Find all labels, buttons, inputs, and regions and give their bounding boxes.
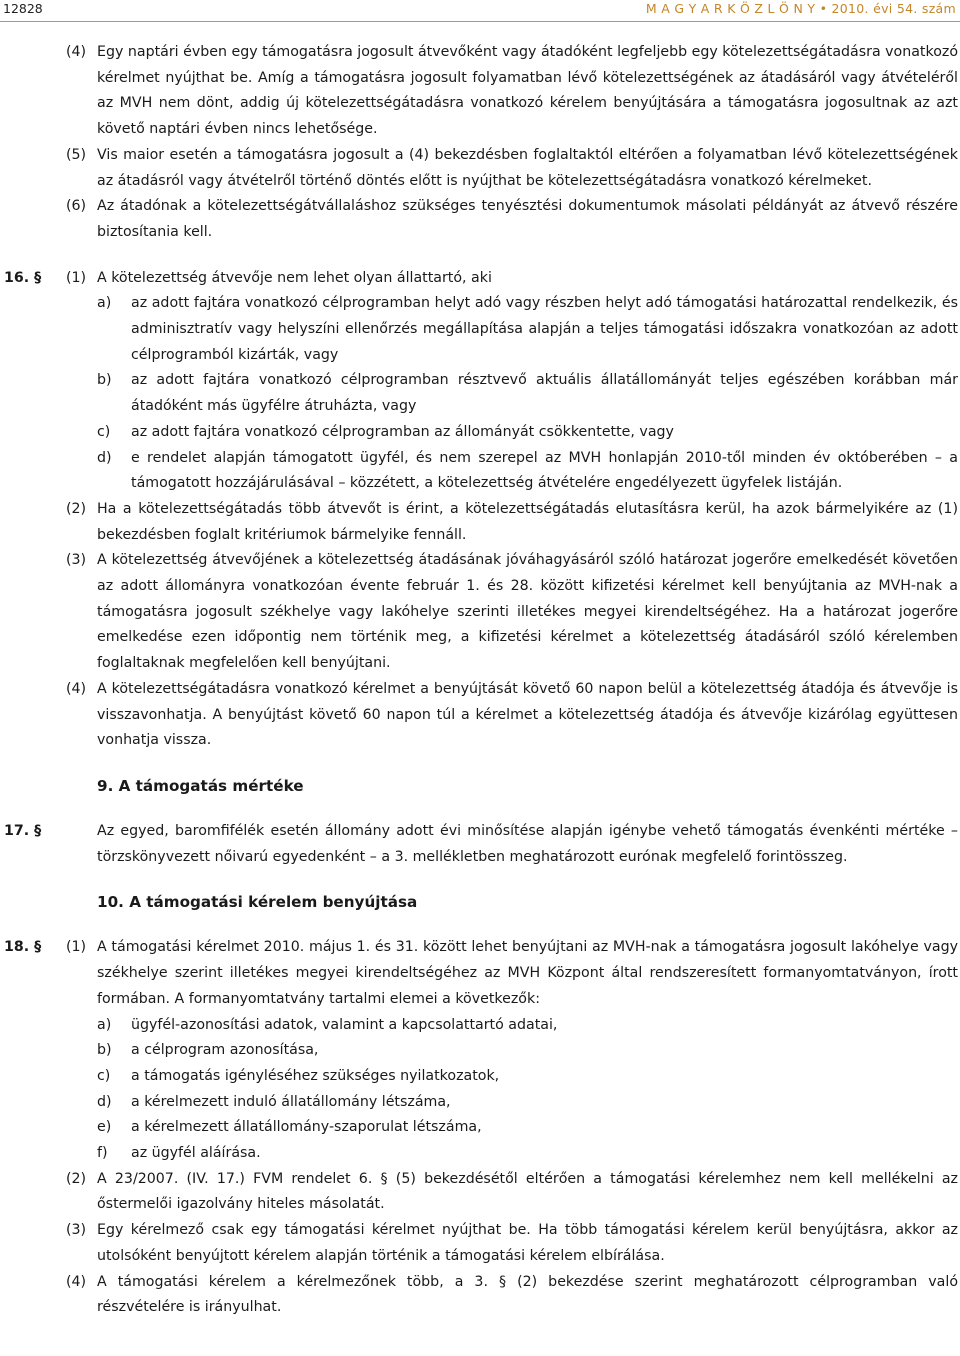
paragraph-number: (3) <box>66 1222 87 1239</box>
section-16-paragraph-4 <box>0 677 960 754</box>
paragraph-number: (1) <box>66 939 87 956</box>
paragraph-number: (4) <box>66 680 87 697</box>
list-item <box>0 420 960 446</box>
page-number: 12828 <box>3 1 43 16</box>
paragraph-text: A kötelezettség átvevőjének a kötelezettség átadásának jóváhagyásáról szóló határozat jogerőre emelkedését követően az adott állományra vonatkozóan évente február 1. és 28. között kifizetési kérelmet kell benyújtania az MVH-nak a támogatásra jogosult székhelye vagy lakóhelye szerinti illetékes megyei kirendeltségéhez. Ha a határozat jogerőre emelkedése ezen időpontig nem történik meg, a kifizetési kérelmet a kötelezettség átadásáról szóló kérelemben foglaltaknak megfelelően kell benyújtani. <box>97 552 958 672</box>
list-item <box>0 1115 960 1141</box>
list-item-label: b) <box>97 1042 112 1059</box>
section-18-paragraph-4 <box>0 1270 960 1321</box>
section-18 <box>0 935 960 1012</box>
list-item <box>0 1141 960 1167</box>
list-item-text: az adott fajtára vonatkozó célprogramban helyt adó vagy részben helyt adó támogatási határozattal rendelkezik, és adminisztratív vagy helyszíni ellenőrzés megállapítása alapján a teljes támogatási időszakra vonatkozóan az adott célprogramból kizárták, vagy <box>131 295 958 363</box>
paragraph-4 <box>0 40 960 143</box>
section-16 <box>0 266 960 292</box>
paragraph-text: Az egyed, baromfifélék esetén állomány adott évi minősítése alapján igénybe vehető támogatás évenkénti mértéke – törzskönyvezett nőivarú egyedenként – a 3. mellékletben meghatározott eurónak megfelelő forintösszeg. <box>97 822 958 865</box>
paragraph-number: (3) <box>66 552 87 569</box>
section-17 <box>0 819 960 870</box>
paragraph-text: Egy kérelmező csak egy támogatási kérelmet nyújthat be. Ha több támogatási kérelem kerül benyújtásra, akkor az utolsóként benyújtott kérelem alapján történik a támogatási kérelem elbírálása. <box>97 1222 958 1264</box>
list-item-text: az ügyfél aláírása. <box>131 1145 261 1162</box>
list-item-label: a) <box>97 1016 112 1033</box>
list-item <box>0 1013 960 1039</box>
header-rule <box>0 21 960 22</box>
list-item-label: d) <box>97 449 112 466</box>
paragraph-text: A kötelezettség átvevője nem lehet olyan állattartó, aki <box>97 269 492 286</box>
list-item-text: a célprogram azonosítása, <box>131 1042 319 1059</box>
paragraph-text: Vis maior esetén a támogatásra jogosult a (4) bekezdésben foglaltaktól eltérően a folyamatban lévő kötelezettségének az átadásról vagy átvételről történő döntés előtt is nyújthat be kötelezettségátadásra vonatkozó kérelmeket. <box>97 146 958 189</box>
section-number: 17. § <box>4 822 42 839</box>
paragraph-number: (4) <box>66 44 87 60</box>
paragraph-text: A támogatási kérelmet 2010. május 1. és 31. között lehet benyújtani az MVH-nak a támogatásra jogosult lakóhelye vagy székhelye szerint illetékes megyei kirendeltségéhez az MVH Központ által rendszeresített formanyomtatványon, írott formában. A formanyomtatvány tartalmi elemei a következők: <box>97 939 958 1007</box>
list-item-text: a kérelmezett induló állatállomány létszáma, <box>131 1093 451 1110</box>
paragraph-text: A támogatási kérelem a kérelmezőnek több, a 3. § (2) bekezdése szerint meghatározott célprogramban való részvételére is irányulhat. <box>97 1273 958 1316</box>
list-item-text: ügyfél-azonosítási adatok, valamint a kapcsolattartó adatai, <box>131 1016 558 1033</box>
section-16-paragraph-3 <box>0 548 960 677</box>
chapter-heading-10: 10. A támogatási kérelem benyújtása <box>97 893 418 912</box>
paragraph-number: (4) <box>66 1273 87 1290</box>
chapter-heading-9: 9. A támogatás mértéke <box>97 776 304 795</box>
paragraph-text: A 23/2007. (IV. 17.) FVM rendelet 6. § (5) bekezdésétől eltérően a támogatási kérelemhez nem kell mellékelni az őstermelői igazolvány hiteles másolatát. <box>97 1170 958 1213</box>
paragraph-6 <box>0 194 960 245</box>
list-item <box>0 368 960 419</box>
list-item-label: a) <box>97 295 112 312</box>
list-item-label: d) <box>97 1093 112 1110</box>
list-item-text: az adott fajtára vonatkozó célprogramban az állományát csökkentette, vagy <box>131 423 674 440</box>
list-item-label: f) <box>97 1145 108 1162</box>
page-header <box>0 0 960 20</box>
paragraph-text: Egy naptári évben egy támogatásra jogosult átvevőként vagy átadóként legfeljebb egy kötelezettségátadásra vonatkozó kérelmet nyújthat be. Amíg a támogatásra jogosult folyamatban lévő kötelezettségének az átadásáról vagy átvételéről az MVH nem dönt, addig új kötelezettségátadásra vonatkozó kérelem benyújtására a támogatásra jogosultnak az azt követő naptári évben nincs lehetősége. <box>97 44 958 138</box>
list-item-label: b) <box>97 372 112 389</box>
list-item-label: e) <box>97 1119 112 1136</box>
list-item <box>0 446 960 497</box>
list-item-text: az adott fajtára vonatkozó célprogramban résztvevő aktuális állatállományát teljes egészében korábban már átadóként más ügyfélre átruházta, vagy <box>131 372 958 415</box>
list-item-label: c) <box>97 1067 111 1084</box>
list-item-text: e rendelet alapján támogatott ügyfél, és nem szerepel az MVH honlapján 2010-től minden év októberében – a támogatott hozzájárulásával – közzétett, a kötelezettség átvételére engedélyezett ügyfelek listáján. <box>131 449 958 492</box>
paragraph-text: Ha a kötelezettségátadás több átvevőt is érint, a kötelezettségátadás elutasításra kerül, ha azok bármelyikére az (1) bekezdésben foglalt kritériumok bármelyike fennáll. <box>97 500 958 543</box>
list-item-text: a támogatás igényléséhez szükséges nyilatkozatok, <box>131 1067 500 1084</box>
paragraph-number: (5) <box>66 146 87 163</box>
paragraph-text: Az átadónak a kötelezettségátvállaláshoz szükséges tenyésztési dokumentumok másolati példányát az átvevő részére biztosítania kell. <box>97 198 958 240</box>
section-number: 16. § <box>4 269 42 286</box>
section-18-paragraph-2 <box>0 1167 960 1218</box>
paragraph-number: (2) <box>66 1170 87 1187</box>
list-item-label: c) <box>97 423 111 440</box>
publication-title: M A G Y A R K Ö Z L Ö N Y • 2010. évi 54. szám <box>645 1 956 16</box>
section-18-paragraph-3 <box>0 1218 960 1269</box>
paragraph-text: A kötelezettségátadásra vonatkozó kérelmet a benyújtását követő 60 napon belül a kötelezettség átadója és átvevője is visszavonhatja. A benyújtást követő 60 napon túl a kérelmet a kötelezettség átadója és átvevője kizárólag együttesen vonhatja vissza. <box>97 680 958 749</box>
list-item <box>0 1090 960 1116</box>
list-item-text: a kérelmezett állatállomány-szaporulat létszáma, <box>131 1119 482 1136</box>
paragraph-5 <box>0 143 960 194</box>
list-item <box>0 1064 960 1090</box>
document-body <box>0 40 960 1321</box>
paragraph-number: (2) <box>66 500 87 517</box>
section-number: 18. § <box>4 939 42 956</box>
paragraph-number: (6) <box>66 198 87 215</box>
paragraph-number: (1) <box>66 269 87 286</box>
list-item <box>0 1038 960 1064</box>
section-16-paragraph-2 <box>0 497 960 548</box>
list-item <box>0 291 960 368</box>
